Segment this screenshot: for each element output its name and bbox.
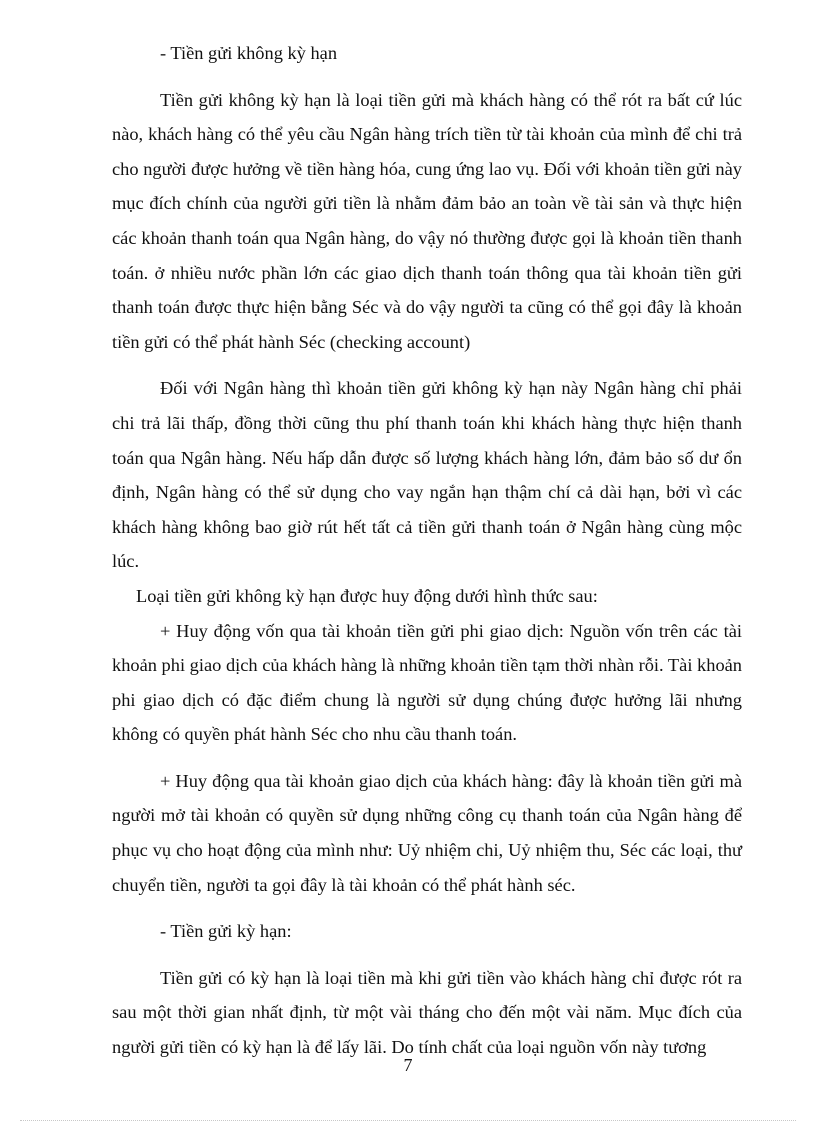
paragraph-non-transaction-account: + Huy động vốn qua tài khoản tiền gửi phi giao dịch: Nguồn vốn trên các tài khoản phi giao dịch của khách hàng là những khoản tiền tạm thời nhàn rỗi. Tài khoản phi giao dịch có đặc điểm chung là người sử dụng chúng được hưởng lãi nhưng không có quyền phát hành Séc cho nhu cầu thanh toán.	[112, 620, 742, 745]
paragraph-demand-deposit-definition: Tiền gửi không kỳ hạn là loại tiền gửi mà khách hàng có thể rót ra bất cứ lúc nào, khách hàng có thể yêu cầu Ngân hàng trích tiền từ tài khoản của mình để chi trả cho người được hưởng về tiền hàng hóa, cung ứng lao vụ. Đối với khoản tiền gửi này mục đích chính của người gửi tiền là nhằm đảm bảo an toàn về tài sản và thực hiện các khoản thanh toán qua Ngân hàng, do vậy nó thường được gọi là khoản tiền thanh toán. ở nhiều nước phần lớn các giao dịch thanh toán thông qua tài khoản tiền gửi thanh toán được thực hiện bằng Séc và do vậy người ta cũng có thể gọi đây là khoản tiền gửi có thể phát hành Séc (checking account)	[112, 89, 742, 352]
document-body	[112, 36, 742, 1065]
paragraph-bank-perspective: Đối với Ngân hàng thì khoản tiền gửi không kỳ hạn này Ngân hàng chỉ phải chi trả lãi thấp, đồng thời cũng thu phí thanh toán khi khách hàng thực hiện thanh toán qua Ngân hàng. Nếu hấp dẫn được số lượng khách hàng lớn, đảm bảo số dư ổn định, Ngân hàng có thể sử dụng cho vay ngắn hạn thậm chí cả dài hạn, bởi vì các khách hàng không bao giờ rút hết tất cả tiền gửi thanh toán ở Ngân hàng cùng mộc lúc.	[112, 378, 742, 572]
heading-term-deposit: - Tiền gửi kỳ hạn:	[160, 921, 292, 942]
page-number: 7	[403, 1055, 413, 1075]
page-bottom-divider	[20, 1120, 796, 1121]
heading-demand-deposit: - Tiền gửi không kỳ hạn	[160, 43, 338, 63]
paragraph-term-deposit-definition: Tiền gửi có kỳ hạn là loại tiền mà khi gửi tiền vào khách hàng chỉ được rót ra sau một thời gian nhất định, từ một vài tháng cho đến một vài năm. Mục đích của người gửi tiền có kỳ hạn là để lấy lãi. Do tính chất của loại nguồn vốn này tương	[112, 967, 742, 1058]
paragraph-transaction-account: + Huy động qua tài khoản giao dịch của khách hàng: đây là khoản tiền gửi mà người mở tài khoản có quyền sử dụng những công cụ thanh toán của Ngân hàng để phục vụ cho hoạt động của mình như: Uỷ nhiệm chi, Uỷ nhiệm thu, Séc các loại, thư chuyển tiền, người ta gọi đây là tài khoản có thể phát hành séc.	[112, 770, 742, 895]
paragraph-mobilization-forms: Loại tiền gửi không kỳ hạn được huy động dưới hình thức sau:	[136, 585, 598, 606]
